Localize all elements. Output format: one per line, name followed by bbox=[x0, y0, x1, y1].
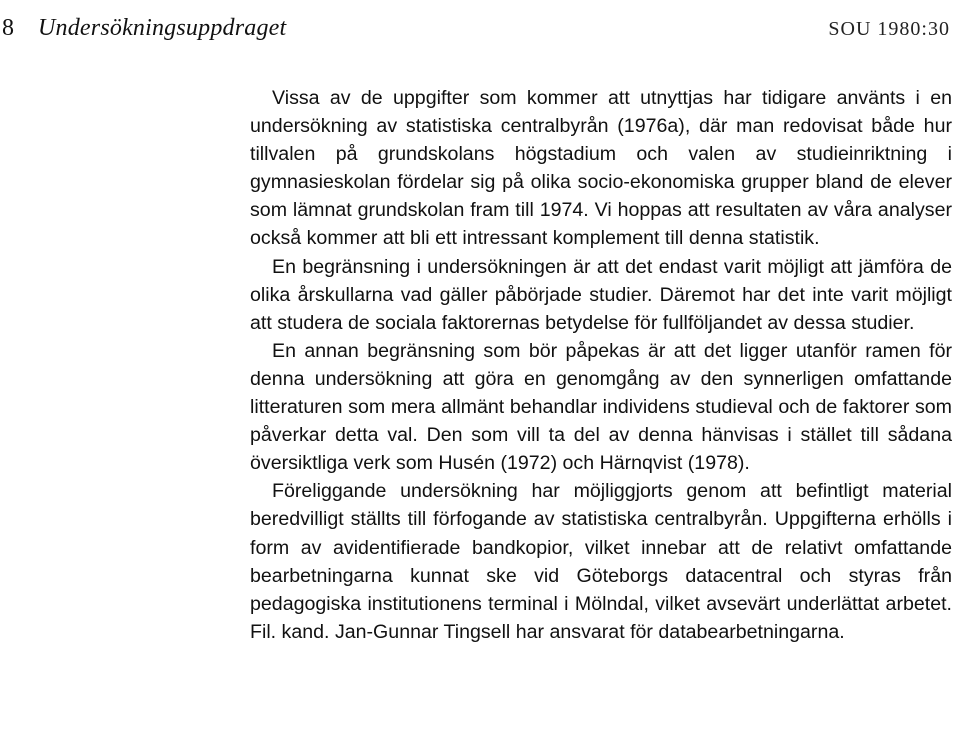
series-reference: SOU 1980:30 bbox=[828, 18, 950, 40]
chapter-title: Undersökningsuppdraget bbox=[38, 15, 287, 41]
paragraph-2: En begränsning i undersökningen är att det endast varit möjligt att jämföra de olika årskullarna vad gäller påbörjade studier. Däremot har det inte varit möjligt att studera de sociala faktorernas betydelse för fullföljandet av dessa studier. bbox=[250, 255, 952, 334]
page-header bbox=[0, 14, 960, 44]
body-text bbox=[250, 84, 952, 646]
paragraph-1: Vissa av de uppgifter som kommer att utnyttjas har tidigare använts i en undersökning av statistiska centralbyrån (1976a), där man redovisat både hur tillvalen på grundskolans högstadium och valen av studieinriktning i gymnasieskolan fördelar sig på olika socio-ekonomiska grupper bland de elever som lämnat grundskolan fram till 1974. Vi hoppas att resultaten av våra analyser också kommer att bli ett intressant komplement till denna statistik. bbox=[250, 87, 952, 250]
page-number: 8 bbox=[2, 15, 14, 41]
paragraph-4: Föreliggande undersökning har möjliggjorts genom att befintligt material beredvilligt ställts till förfogande av statistiska centralbyrån. Uppgifterna erhölls i form av avidentifierade bandkopior, vilket innebar att de relativt omfattande bearbetningarna kunnat ske vid Göteborgs datacentral och styras från pedagogiska institutionens terminal i Mölndal, vilket avsevärt underlättat arbetet. Fil. kand. Jan-Gunnar Tingsell har ansvarat för databearbetningarna. bbox=[250, 480, 952, 643]
paragraph-3: En annan begränsning som bör påpekas är att det ligger utanför ramen för denna undersökning att göra en genomgång av den synnerligen omfattande litteraturen som mera allmänt behandlar individens studieval och de faktorer som påverkar detta val. Den som vill ta del av denna hänvisas i stället till sådana översiktliga verk som Husén (1972) och Härnqvist (1978). bbox=[250, 339, 952, 475]
